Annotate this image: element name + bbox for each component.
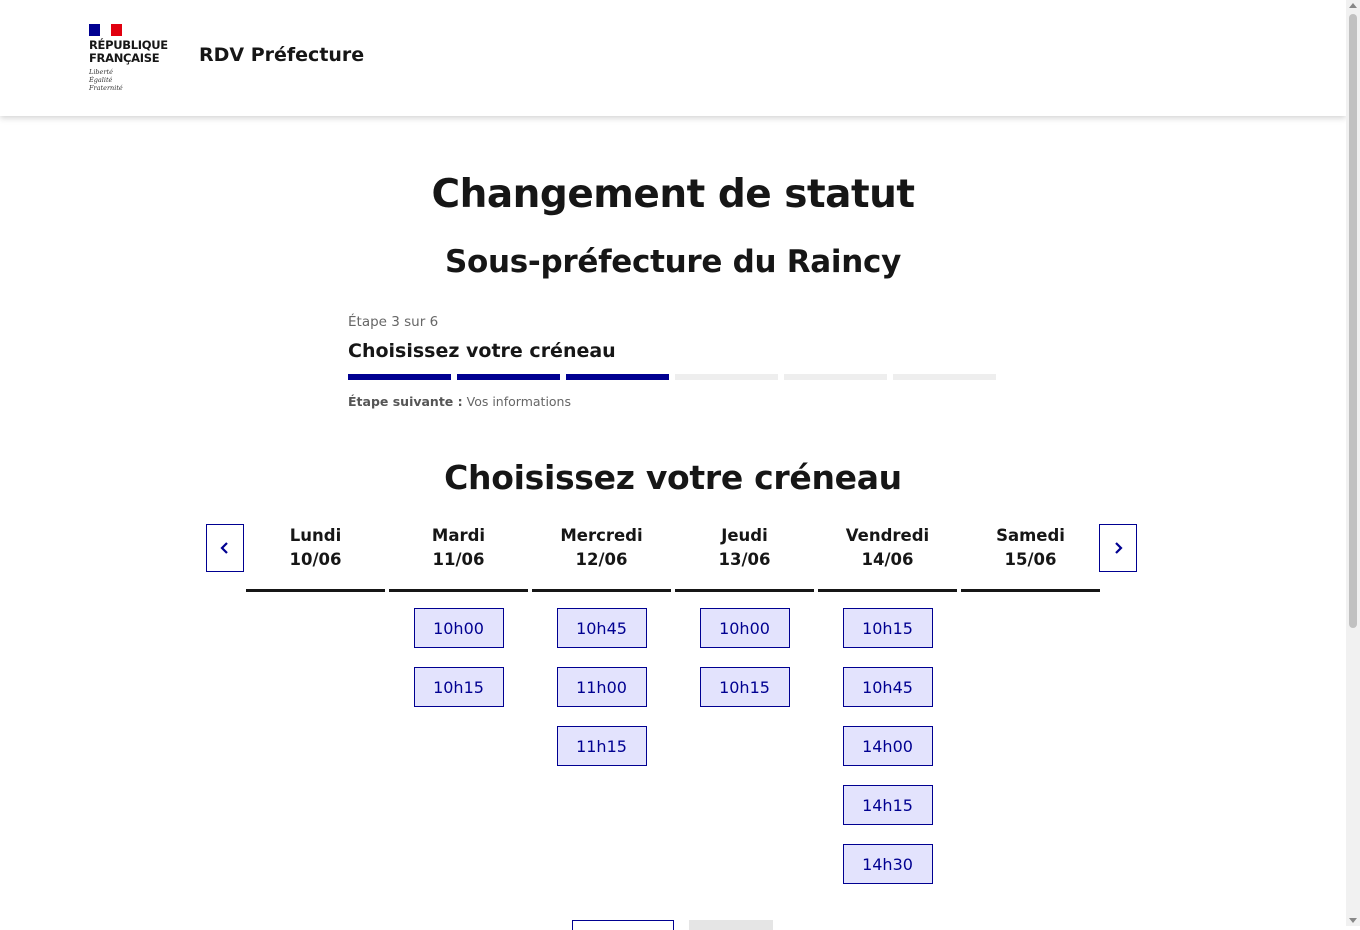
days-grid bbox=[246, 524, 1100, 884]
logo-motto bbox=[89, 68, 179, 92]
day-column bbox=[246, 524, 385, 884]
day-name: Jeudi bbox=[721, 526, 768, 545]
day-date: 13/06 bbox=[718, 550, 771, 569]
time-slot-button[interactable]: 11h15 bbox=[557, 726, 647, 766]
time-slot-button[interactable]: 10h00 bbox=[414, 608, 504, 648]
time-slot-button[interactable]: 14h00 bbox=[843, 726, 933, 766]
time-slot-button[interactable]: 10h15 bbox=[700, 667, 790, 707]
day-date: 12/06 bbox=[575, 550, 628, 569]
republique-francaise-logo[interactable] bbox=[89, 24, 179, 96]
day-date: 15/06 bbox=[1004, 550, 1057, 569]
step-bar bbox=[675, 374, 778, 380]
day-header bbox=[961, 524, 1100, 592]
time-slot-button[interactable]: 14h30 bbox=[843, 844, 933, 884]
logo-line: FRANÇAISE bbox=[89, 51, 160, 65]
chevron-right-icon bbox=[1111, 541, 1125, 555]
scroll-up-arrow-icon[interactable] bbox=[1349, 3, 1357, 8]
step-title: Choisissez votre créneau bbox=[348, 340, 616, 362]
slot-list bbox=[389, 608, 528, 707]
time-slot-button[interactable]: 10h45 bbox=[843, 667, 933, 707]
day-column bbox=[961, 524, 1100, 884]
day-name: Lundi bbox=[289, 526, 342, 545]
time-slot-button[interactable]: 10h15 bbox=[414, 667, 504, 707]
day-header bbox=[675, 524, 814, 592]
slot-list bbox=[675, 608, 814, 707]
chevron-left-icon bbox=[218, 541, 232, 555]
scroll-thumb[interactable] bbox=[1349, 14, 1357, 628]
day-header bbox=[389, 524, 528, 592]
step-next bbox=[348, 394, 998, 409]
logo-text bbox=[89, 39, 179, 65]
scrollbar[interactable] bbox=[1346, 0, 1360, 926]
step-state: Étape 3 sur 6 bbox=[348, 314, 439, 330]
day-name: Samedi bbox=[996, 526, 1065, 545]
step-bar bbox=[566, 374, 669, 380]
slot-list bbox=[818, 608, 957, 884]
day-header bbox=[532, 524, 671, 592]
day-name: Mardi bbox=[431, 526, 486, 545]
day-date: 11/06 bbox=[432, 550, 485, 569]
step-bar bbox=[348, 374, 451, 380]
motto-line: Égalité bbox=[89, 76, 113, 84]
time-slot-button[interactable]: 10h45 bbox=[557, 608, 647, 648]
step-bar bbox=[784, 374, 887, 380]
disabled-button[interactable] bbox=[689, 920, 773, 930]
day-date: 10/06 bbox=[289, 550, 342, 569]
day-column bbox=[389, 524, 528, 884]
day-column bbox=[818, 524, 957, 884]
secondary-button[interactable] bbox=[572, 920, 674, 930]
day-column bbox=[675, 524, 814, 884]
site-header bbox=[0, 0, 1346, 116]
scroll-down-arrow-icon[interactable] bbox=[1349, 918, 1357, 923]
logo-line: RÉPUBLIQUE bbox=[89, 38, 168, 52]
day-header bbox=[818, 524, 957, 592]
day-date: 14/06 bbox=[861, 550, 914, 569]
motto-line: Fraternité bbox=[89, 84, 123, 92]
motto-line: Liberté bbox=[89, 68, 113, 76]
time-slot-button[interactable]: 10h00 bbox=[700, 608, 790, 648]
step-bar bbox=[457, 374, 560, 380]
time-slot-button[interactable]: 10h15 bbox=[843, 608, 933, 648]
previous-week-button[interactable] bbox=[206, 524, 244, 572]
day-column bbox=[532, 524, 671, 884]
service-title[interactable]: RDV Préfecture bbox=[199, 44, 365, 66]
step-next-value: Vos informations bbox=[466, 394, 571, 409]
next-week-button[interactable] bbox=[1099, 524, 1137, 572]
slot-list bbox=[532, 608, 671, 766]
slots-title: Choisissez votre créneau bbox=[444, 458, 902, 497]
french-flag-icon bbox=[89, 24, 122, 36]
stepper bbox=[348, 314, 998, 409]
step-bar bbox=[893, 374, 996, 380]
time-slot-button[interactable]: 14h15 bbox=[843, 785, 933, 825]
time-slot-button[interactable]: 11h00 bbox=[557, 667, 647, 707]
page-title: Changement de statut bbox=[431, 172, 915, 217]
day-name: Vendredi bbox=[845, 526, 930, 545]
page-subtitle: Sous-préfecture du Raincy bbox=[444, 244, 902, 280]
step-next-label: Étape suivante : bbox=[348, 394, 463, 409]
day-name: Mercredi bbox=[560, 526, 643, 545]
day-header bbox=[246, 524, 385, 592]
step-progress-bars bbox=[348, 374, 998, 380]
